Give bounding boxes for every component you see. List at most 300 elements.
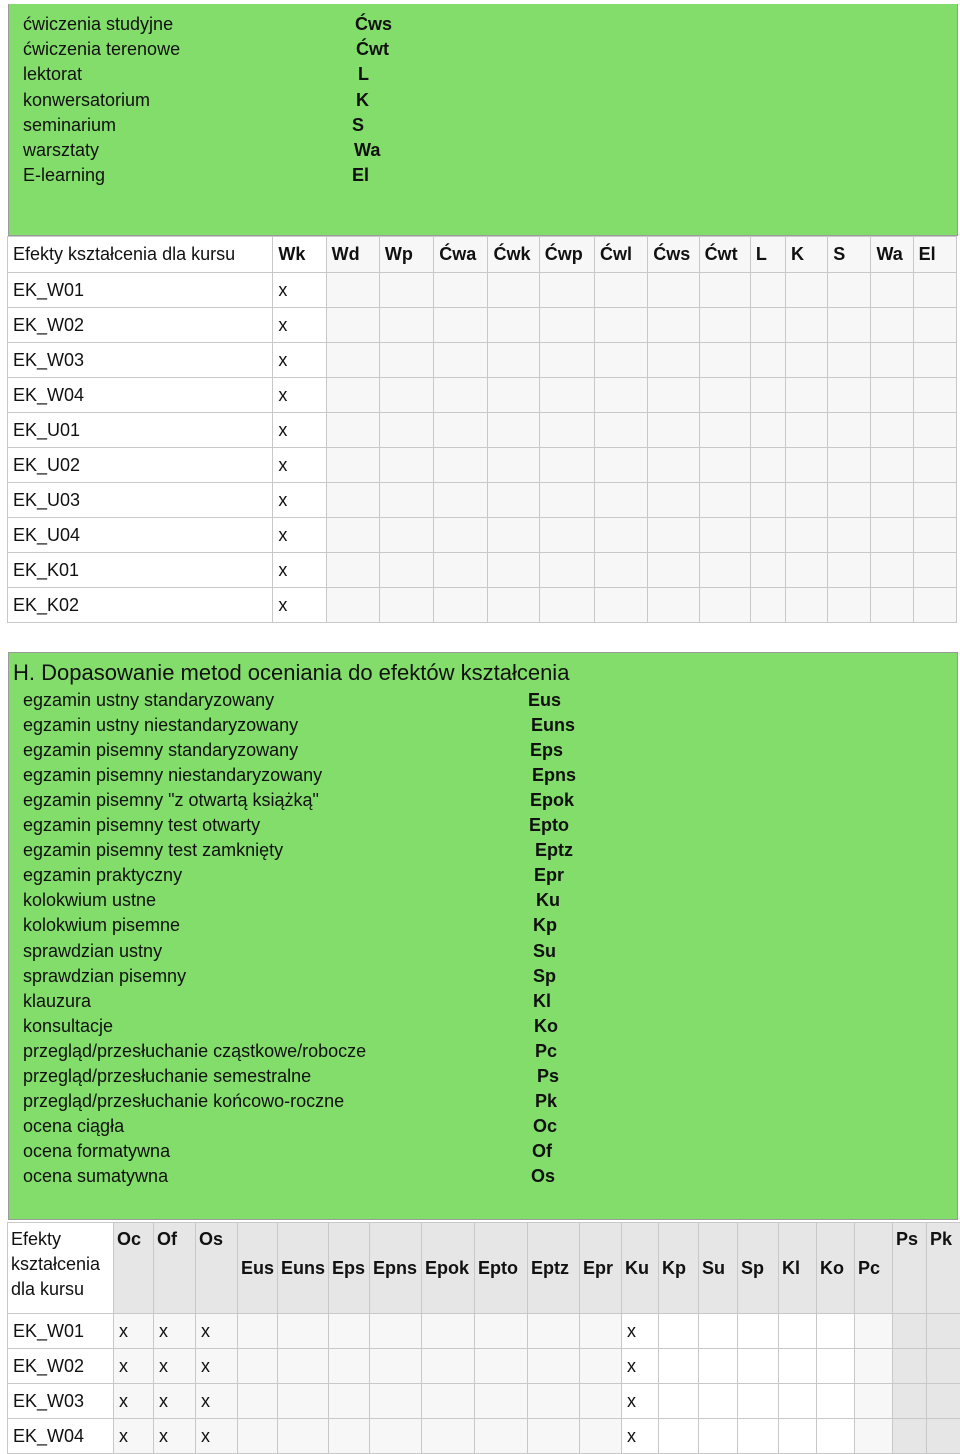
empty-cell: [699, 483, 750, 518]
empty-cell: [786, 378, 828, 413]
method-name: ocena sumatywna: [23, 1164, 168, 1189]
column-header: Wk: [273, 237, 326, 273]
empty-cell: [370, 1314, 422, 1349]
empty-cell: [893, 1384, 927, 1419]
empty-cell: [659, 1419, 699, 1454]
empty-cell: [539, 308, 594, 343]
column-header: Epok: [422, 1223, 475, 1314]
empty-cell: [329, 1349, 370, 1384]
empty-cell: [434, 308, 488, 343]
column-header: Wa: [871, 237, 913, 273]
method-code: Epns: [532, 763, 576, 788]
empty-cell: [871, 308, 913, 343]
empty-cell: [817, 1314, 855, 1349]
column-header: Os: [196, 1223, 238, 1314]
empty-cell: [750, 273, 785, 308]
column-header: K: [786, 237, 828, 273]
table-row: [8, 273, 957, 308]
column-header: Oc: [114, 1223, 154, 1314]
empty-cell: [871, 518, 913, 553]
empty-cell: [379, 413, 433, 448]
column-header: Epr: [580, 1223, 622, 1314]
method-name: egzamin pisemny standaryzowany: [23, 738, 298, 763]
form-type-name: lektorat: [23, 62, 82, 87]
empty-cell: [738, 1384, 779, 1419]
empty-cell: [648, 483, 699, 518]
empty-cell: [379, 308, 433, 343]
mark-cell: x: [154, 1384, 196, 1419]
effect-code: EK_W02: [8, 1349, 114, 1384]
empty-cell: [871, 483, 913, 518]
table-row: [8, 483, 957, 518]
mark-cell: x: [273, 413, 326, 448]
method-code: Epto: [529, 813, 569, 838]
method-name: egzamin ustny standaryzowany: [23, 688, 274, 713]
empty-cell: [828, 553, 871, 588]
empty-cell: [475, 1349, 528, 1384]
empty-cell: [488, 308, 539, 343]
empty-cell: [278, 1349, 329, 1384]
empty-cell: [871, 273, 913, 308]
empty-cell: [326, 588, 379, 623]
empty-cell: [278, 1384, 329, 1419]
form-type-code: S: [352, 113, 364, 138]
empty-cell: [595, 378, 648, 413]
methods-effects-table: [7, 1222, 960, 1454]
mark-cell: x: [114, 1384, 154, 1419]
empty-cell: [699, 1384, 738, 1419]
form-type-code: K: [356, 88, 369, 113]
empty-cell: [326, 273, 379, 308]
empty-cell: [488, 378, 539, 413]
section-title: H. Dopasowanie metod oceniania do efektów kształcenia: [13, 659, 569, 687]
empty-cell: [539, 518, 594, 553]
empty-cell: [539, 273, 594, 308]
empty-cell: [595, 413, 648, 448]
empty-cell: [927, 1314, 960, 1349]
method-name: klauzura: [23, 989, 91, 1014]
table-row: [8, 413, 957, 448]
empty-cell: [699, 1349, 738, 1384]
mark-cell: x: [273, 483, 326, 518]
empty-cell: [786, 518, 828, 553]
column-header: Epto: [475, 1223, 528, 1314]
empty-cell: [539, 413, 594, 448]
empty-cell: [828, 413, 871, 448]
column-header: Sp: [738, 1223, 779, 1314]
empty-cell: [659, 1314, 699, 1349]
effect-code: EK_W01: [8, 1314, 114, 1349]
empty-cell: [488, 588, 539, 623]
method-name: ocena ciągła: [23, 1114, 124, 1139]
empty-cell: [539, 378, 594, 413]
empty-cell: [913, 518, 956, 553]
empty-cell: [871, 343, 913, 378]
empty-cell: [370, 1349, 422, 1384]
empty-cell: [750, 588, 785, 623]
effect-code: EK_U02: [8, 448, 273, 483]
table-row: [8, 343, 957, 378]
empty-cell: [528, 1419, 580, 1454]
empty-cell: [699, 413, 750, 448]
column-header: Ku: [622, 1223, 659, 1314]
empty-cell: [817, 1384, 855, 1419]
empty-cell: [913, 553, 956, 588]
empty-cell: [434, 553, 488, 588]
mark-cell: x: [273, 448, 326, 483]
empty-cell: [595, 273, 648, 308]
method-code: Ku: [536, 888, 560, 913]
empty-cell: [817, 1419, 855, 1454]
effect-code: EK_U03: [8, 483, 273, 518]
empty-cell: [699, 378, 750, 413]
mark-cell: x: [154, 1419, 196, 1454]
form-type-code: L: [358, 62, 369, 87]
empty-cell: [828, 378, 871, 413]
column-header-effects: Efekty kształcenia dla kursu: [8, 237, 273, 273]
empty-cell: [528, 1314, 580, 1349]
empty-cell: [528, 1349, 580, 1384]
empty-cell: [750, 378, 785, 413]
empty-cell: [434, 483, 488, 518]
column-header: Ps: [893, 1223, 927, 1314]
column-header-effects: Efekty kształcenia dla kursu: [8, 1223, 114, 1314]
empty-cell: [648, 518, 699, 553]
empty-cell: [238, 1349, 278, 1384]
mark-cell: x: [273, 518, 326, 553]
effect-code: EK_K02: [8, 588, 273, 623]
empty-cell: [539, 343, 594, 378]
empty-cell: [379, 483, 433, 518]
empty-cell: [379, 343, 433, 378]
empty-cell: [699, 273, 750, 308]
empty-cell: [488, 273, 539, 308]
mark-cell: x: [273, 308, 326, 343]
empty-cell: [434, 343, 488, 378]
empty-cell: [648, 378, 699, 413]
empty-cell: [871, 378, 913, 413]
empty-cell: [779, 1314, 817, 1349]
method-code: Os: [531, 1164, 555, 1189]
column-header: Wp: [379, 237, 433, 273]
method-name: przegląd/przesłuchanie końcowo-roczne: [23, 1089, 344, 1114]
empty-cell: [326, 553, 379, 588]
empty-cell: [475, 1419, 528, 1454]
empty-cell: [871, 588, 913, 623]
empty-cell: [475, 1384, 528, 1419]
mark-cell: x: [114, 1419, 154, 1454]
empty-cell: [379, 553, 433, 588]
empty-cell: [779, 1419, 817, 1454]
empty-cell: [786, 553, 828, 588]
table-row: [8, 1419, 960, 1454]
form-type-code: Ćws: [355, 12, 392, 37]
method-name: przegląd/przesłuchanie semestralne: [23, 1064, 311, 1089]
empty-cell: [379, 588, 433, 623]
empty-cell: [595, 518, 648, 553]
empty-cell: [326, 343, 379, 378]
empty-cell: [648, 588, 699, 623]
empty-cell: [659, 1384, 699, 1419]
method-name: przegląd/przesłuchanie cząstkowe/robocze: [23, 1039, 366, 1064]
empty-cell: [699, 343, 750, 378]
empty-cell: [699, 518, 750, 553]
effect-code: EK_W04: [8, 378, 273, 413]
empty-cell: [855, 1349, 893, 1384]
empty-cell: [595, 308, 648, 343]
empty-cell: [648, 553, 699, 588]
empty-cell: [580, 1314, 622, 1349]
method-name: kolokwium ustne: [23, 888, 156, 913]
mark-cell: x: [114, 1314, 154, 1349]
column-header: Epns: [370, 1223, 422, 1314]
mark-cell: x: [273, 553, 326, 588]
empty-cell: [528, 1384, 580, 1419]
method-code: Ko: [534, 1014, 558, 1039]
table-row: [8, 448, 957, 483]
effect-code: EK_W01: [8, 273, 273, 308]
empty-cell: [927, 1384, 960, 1419]
empty-cell: [238, 1314, 278, 1349]
empty-cell: [595, 553, 648, 588]
mark-cell: x: [273, 588, 326, 623]
empty-cell: [828, 483, 871, 518]
empty-cell: [738, 1314, 779, 1349]
empty-cell: [648, 448, 699, 483]
assessment-methods-section: [8, 652, 958, 1220]
mark-cell: x: [196, 1349, 238, 1384]
method-code: Pc: [535, 1039, 557, 1064]
method-code: Kp: [533, 913, 557, 938]
empty-cell: [370, 1419, 422, 1454]
column-header: Pk: [927, 1223, 960, 1314]
form-type-code: Ćwt: [356, 37, 389, 62]
form-type-name: E-learning: [23, 163, 105, 188]
empty-cell: [699, 588, 750, 623]
effect-code: EK_W04: [8, 1419, 114, 1454]
empty-cell: [913, 273, 956, 308]
empty-cell: [422, 1349, 475, 1384]
empty-cell: [738, 1349, 779, 1384]
empty-cell: [855, 1314, 893, 1349]
empty-cell: [817, 1349, 855, 1384]
empty-cell: [238, 1419, 278, 1454]
method-name: sprawdzian ustny: [23, 939, 162, 964]
mark-cell: x: [273, 343, 326, 378]
table-row: [8, 1314, 960, 1349]
empty-cell: [913, 413, 956, 448]
empty-cell: [379, 448, 433, 483]
empty-cell: [580, 1419, 622, 1454]
method-code: Ps: [537, 1064, 559, 1089]
column-header: Ćwa: [434, 237, 488, 273]
method-name: kolokwium pisemne: [23, 913, 180, 938]
form-type-code: El: [352, 163, 369, 188]
empty-cell: [648, 273, 699, 308]
empty-cell: [422, 1419, 475, 1454]
empty-cell: [422, 1314, 475, 1349]
column-header: Wd: [326, 237, 379, 273]
column-header: Euns: [278, 1223, 329, 1314]
empty-cell: [871, 553, 913, 588]
table-row: [8, 1349, 960, 1384]
column-header: Ćws: [648, 237, 699, 273]
empty-cell: [434, 273, 488, 308]
forms-effects-table: [7, 236, 957, 623]
empty-cell: [278, 1419, 329, 1454]
empty-cell: [828, 343, 871, 378]
empty-cell: [595, 343, 648, 378]
empty-cell: [595, 483, 648, 518]
empty-cell: [699, 1314, 738, 1349]
column-header: Pc: [855, 1223, 893, 1314]
empty-cell: [927, 1419, 960, 1454]
empty-cell: [329, 1384, 370, 1419]
method-code: Sp: [533, 964, 556, 989]
empty-cell: [786, 483, 828, 518]
method-code: Eps: [530, 738, 563, 763]
empty-cell: [370, 1384, 422, 1419]
form-types-legend: [8, 4, 958, 236]
empty-cell: [738, 1419, 779, 1454]
empty-cell: [750, 553, 785, 588]
column-header: Of: [154, 1223, 196, 1314]
method-name: sprawdzian pisemny: [23, 964, 186, 989]
empty-cell: [326, 518, 379, 553]
column-header: S: [828, 237, 871, 273]
empty-cell: [855, 1419, 893, 1454]
empty-cell: [595, 448, 648, 483]
empty-cell: [595, 588, 648, 623]
empty-cell: [434, 588, 488, 623]
method-name: egzamin pisemny niestandaryzowany: [23, 763, 322, 788]
method-code: Su: [533, 939, 556, 964]
mark-cell: x: [114, 1349, 154, 1384]
empty-cell: [539, 448, 594, 483]
empty-cell: [786, 448, 828, 483]
empty-cell: [648, 308, 699, 343]
empty-cell: [828, 273, 871, 308]
empty-cell: [927, 1349, 960, 1384]
empty-cell: [379, 518, 433, 553]
empty-cell: [326, 448, 379, 483]
empty-cell: [434, 413, 488, 448]
empty-cell: [488, 553, 539, 588]
empty-cell: [893, 1349, 927, 1384]
effect-code: EK_U01: [8, 413, 273, 448]
empty-cell: [871, 413, 913, 448]
table-row: [8, 1384, 960, 1419]
column-header: L: [750, 237, 785, 273]
method-code: Of: [532, 1139, 552, 1164]
empty-cell: [786, 308, 828, 343]
column-header: Ko: [817, 1223, 855, 1314]
empty-cell: [779, 1384, 817, 1419]
empty-cell: [434, 378, 488, 413]
column-header: Kp: [659, 1223, 699, 1314]
effect-code: EK_W03: [8, 1384, 114, 1419]
column-header: Su: [699, 1223, 738, 1314]
form-type-code: Wa: [354, 138, 380, 163]
empty-cell: [913, 483, 956, 518]
column-header: Ćwl: [595, 237, 648, 273]
mark-cell: x: [273, 273, 326, 308]
empty-cell: [580, 1349, 622, 1384]
empty-cell: [786, 273, 828, 308]
empty-cell: [855, 1384, 893, 1419]
empty-cell: [699, 1419, 738, 1454]
effect-code: EK_W03: [8, 343, 273, 378]
empty-cell: [326, 483, 379, 518]
column-header: Ćwt: [699, 237, 750, 273]
empty-cell: [699, 308, 750, 343]
column-header: Eps: [329, 1223, 370, 1314]
effect-code: EK_W02: [8, 308, 273, 343]
mark-cell: x: [196, 1314, 238, 1349]
empty-cell: [539, 588, 594, 623]
table-row: [8, 553, 957, 588]
mark-cell: x: [622, 1384, 659, 1419]
table-row: [8, 588, 957, 623]
form-type-name: warsztaty: [23, 138, 99, 163]
empty-cell: [786, 413, 828, 448]
empty-cell: [326, 308, 379, 343]
empty-cell: [828, 448, 871, 483]
empty-cell: [488, 448, 539, 483]
empty-cell: [750, 483, 785, 518]
effect-code: EK_U04: [8, 518, 273, 553]
column-header: Ćwp: [539, 237, 594, 273]
mark-cell: x: [154, 1314, 196, 1349]
empty-cell: [913, 378, 956, 413]
empty-cell: [539, 483, 594, 518]
empty-cell: [659, 1349, 699, 1384]
empty-cell: [828, 518, 871, 553]
form-type-name: ćwiczenia terenowe: [23, 37, 180, 62]
table-row: [8, 308, 957, 343]
mark-cell: x: [196, 1384, 238, 1419]
empty-cell: [422, 1384, 475, 1419]
empty-cell: [379, 273, 433, 308]
empty-cell: [913, 448, 956, 483]
empty-cell: [913, 588, 956, 623]
method-name: egzamin pisemny test otwarty: [23, 813, 260, 838]
empty-cell: [434, 448, 488, 483]
mark-cell: x: [622, 1419, 659, 1454]
empty-cell: [278, 1314, 329, 1349]
empty-cell: [750, 413, 785, 448]
mark-cell: x: [273, 378, 326, 413]
empty-cell: [648, 343, 699, 378]
form-type-name: ćwiczenia studyjne: [23, 12, 173, 37]
empty-cell: [913, 308, 956, 343]
method-code: Eptz: [535, 838, 573, 863]
table-row: [8, 378, 957, 413]
empty-cell: [238, 1384, 278, 1419]
column-header: Kl: [779, 1223, 817, 1314]
method-name: egzamin praktyczny: [23, 863, 182, 888]
column-header: El: [913, 237, 956, 273]
method-name: ocena formatywna: [23, 1139, 170, 1164]
empty-cell: [326, 413, 379, 448]
empty-cell: [379, 378, 433, 413]
method-code: Epr: [534, 863, 564, 888]
method-name: egzamin pisemny "z otwartą książką": [23, 788, 319, 813]
empty-cell: [488, 483, 539, 518]
empty-cell: [893, 1314, 927, 1349]
empty-cell: [871, 448, 913, 483]
form-type-name: seminarium: [23, 113, 116, 138]
